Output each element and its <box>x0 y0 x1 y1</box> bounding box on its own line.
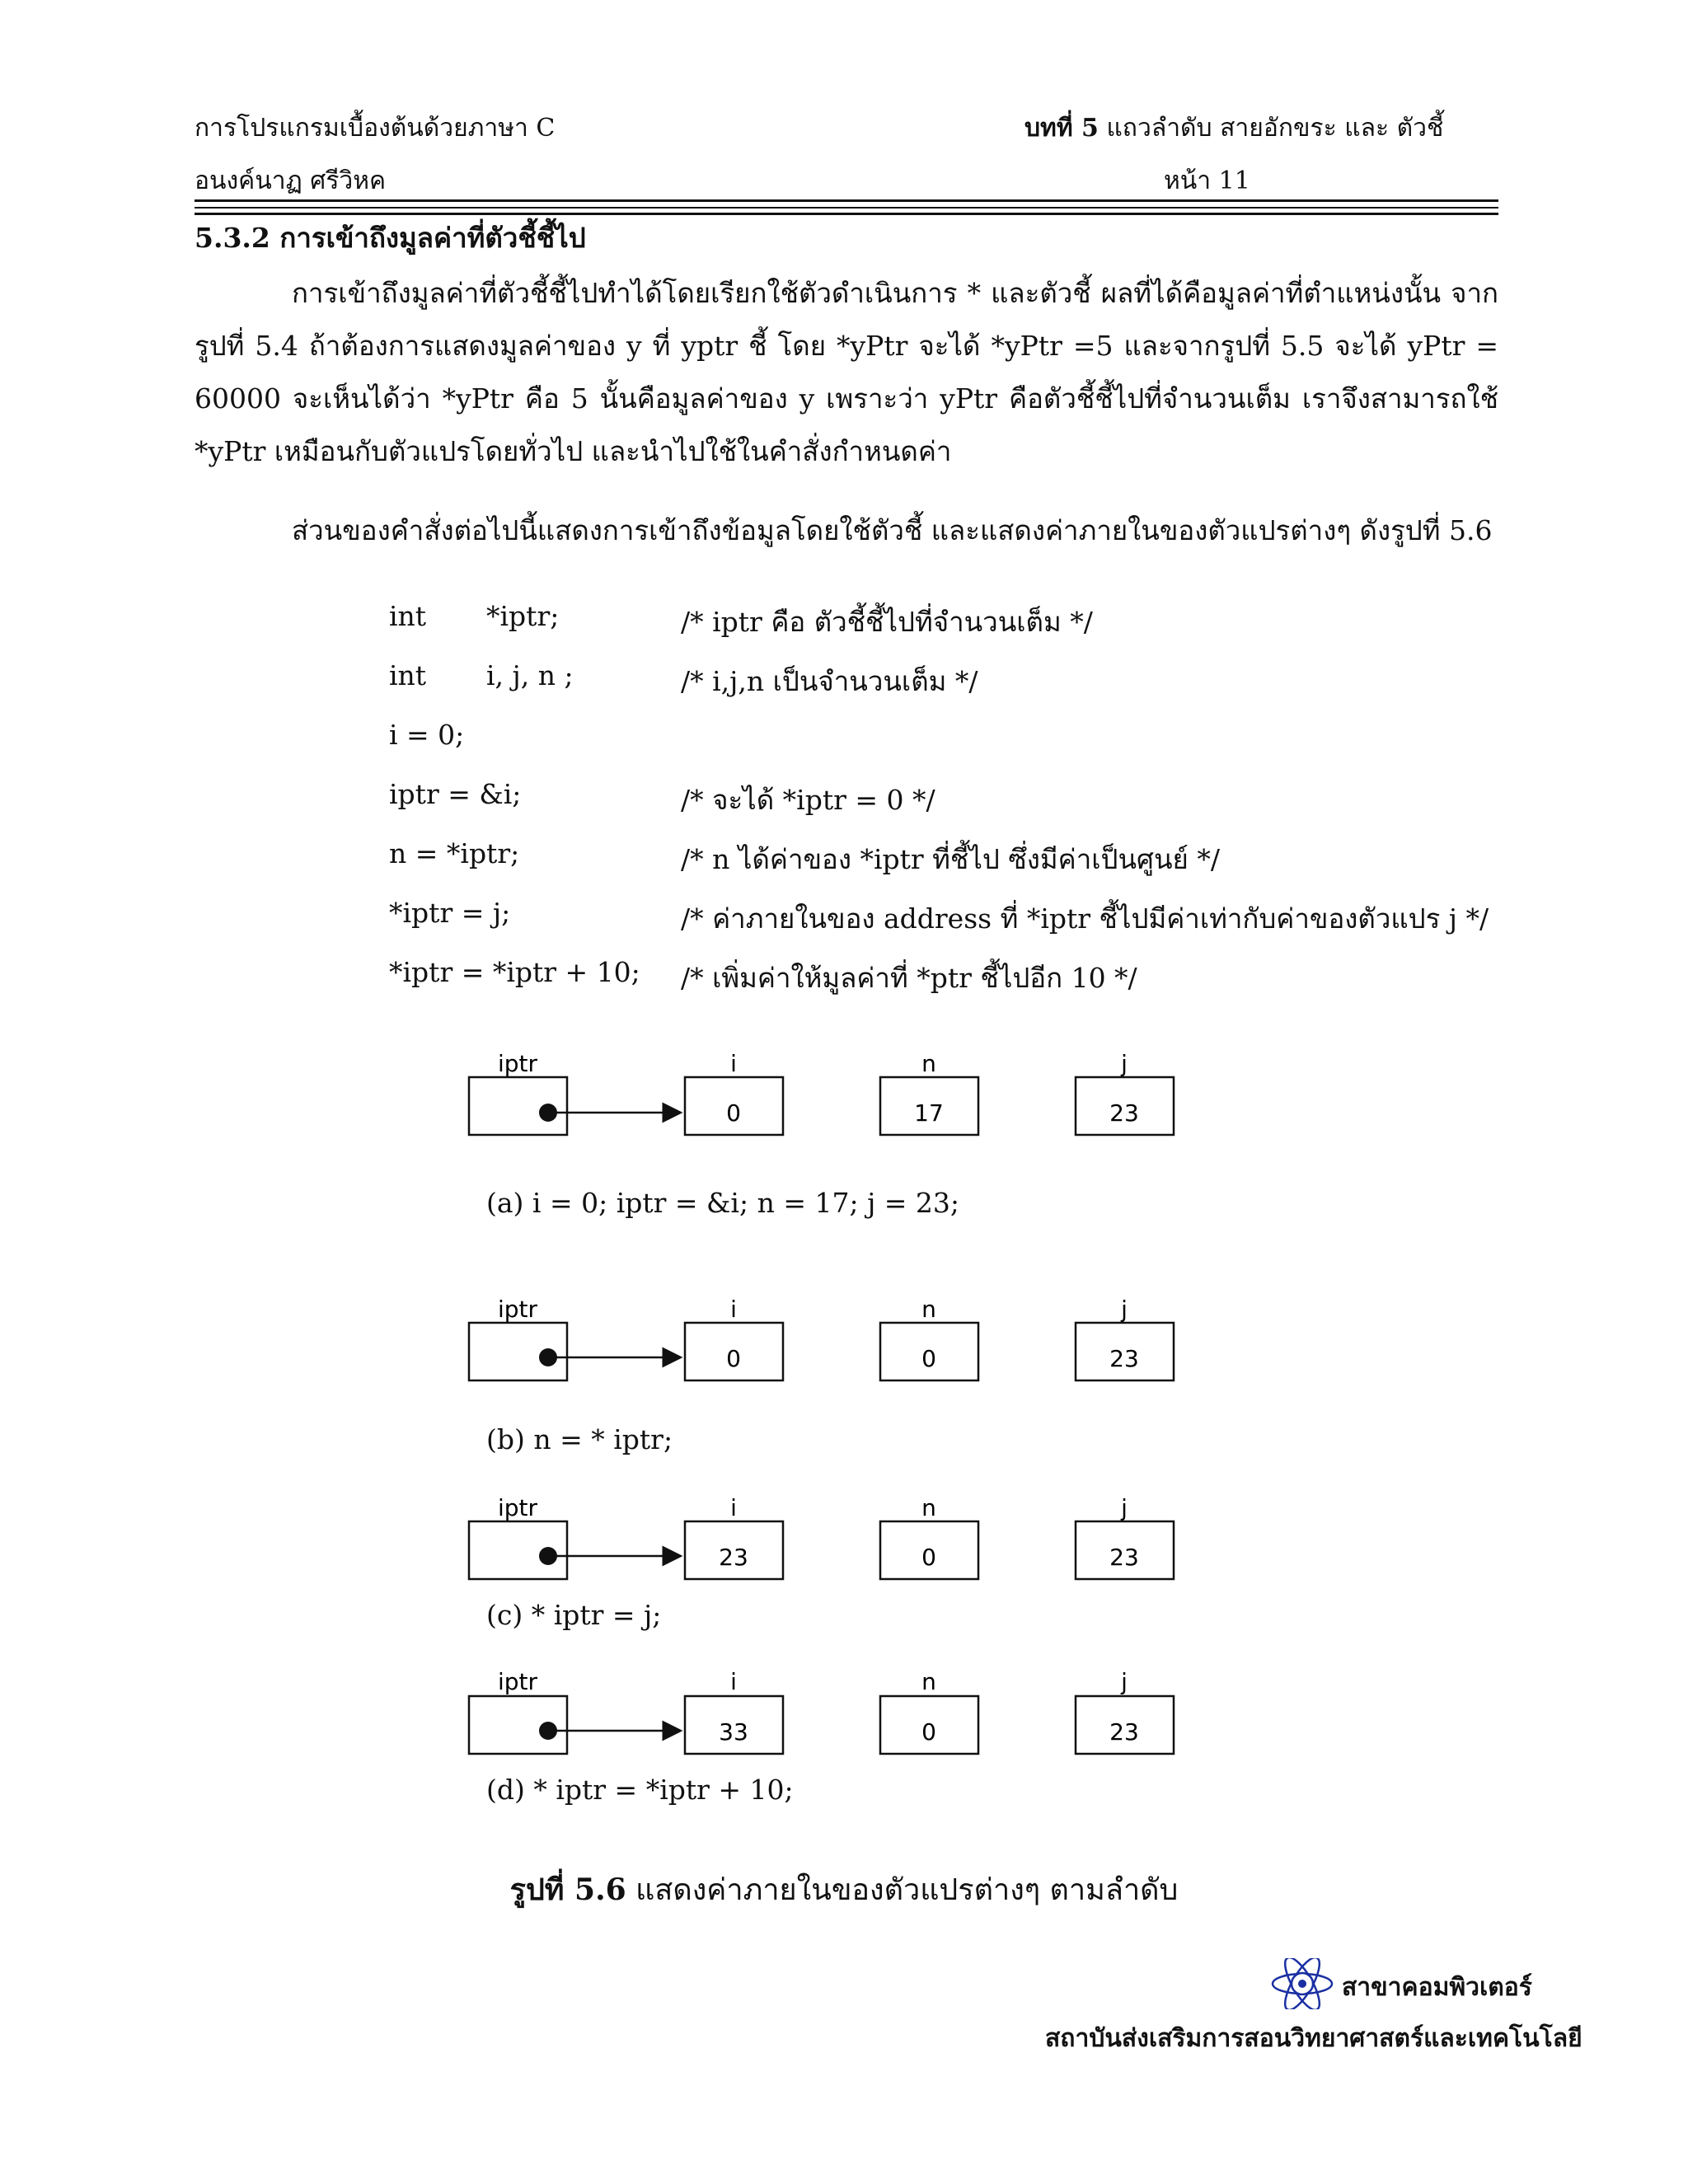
value-j: 23 <box>1109 1718 1139 1746</box>
value-j: 23 <box>1109 1345 1139 1372</box>
code-comment: /* เพิ่มค่าให้มูลค่าที่ *ptr ชี้ไปอีก 10 */ <box>681 962 1137 994</box>
section-heading: 5.3.2 การเข้าถึงมูลค่าที่ตัวชี้ชี้ไป <box>195 222 586 254</box>
footer-institute: สถาบันส่งเสริมการสอนวิทยาศาสตร์และเทคโนโลยี <box>1045 2024 1582 2053</box>
code-comment: /* จะได้ *iptr = 0 */ <box>681 784 935 816</box>
diagram-c <box>469 1494 1174 1579</box>
code-comment: /* i,j,n เป็นจำนวนเต็ม */ <box>681 665 978 697</box>
var-label-i: i <box>730 1494 737 1521</box>
code-stmt: i = 0; <box>389 719 465 751</box>
value-i: 0 <box>726 1099 741 1127</box>
var-label-j: j <box>1121 1668 1128 1695</box>
figure-caption-text: แสดงค่าภายในของตัวแปรต่างๆ ตามลำดับ <box>635 1873 1179 1907</box>
value-i: 0 <box>726 1345 741 1372</box>
footer-department: สาขาคอมพิวเตอร์ <box>1342 1973 1532 2002</box>
institute-logo-icon <box>1269 1958 1335 2009</box>
code-stmt: iptr = &i; <box>389 778 522 810</box>
var-label-n: n <box>921 1296 936 1323</box>
code-stmt: n = *iptr; <box>389 837 520 869</box>
var-label-j: j <box>1121 1296 1128 1323</box>
code-stmt: *iptr = j; <box>389 897 511 929</box>
var-label-j: j <box>1121 1494 1128 1521</box>
chapter-title: แถวลำดับ สายอักขระ และ ตัวชี้ <box>1106 114 1444 143</box>
diagram-a <box>469 1050 1174 1135</box>
var-label-n: n <box>921 1668 936 1695</box>
value-i: 33 <box>719 1718 748 1746</box>
diagram-caption-c: (c) * iptr = j; <box>486 1599 662 1631</box>
diagram-caption-a: (a) i = 0; iptr = &i; n = 17; j = 23; <box>486 1187 960 1219</box>
value-n: 0 <box>921 1345 936 1372</box>
value-i: 23 <box>719 1544 748 1571</box>
value-n: 17 <box>914 1099 944 1127</box>
page-number: หน้า 11 <box>1164 166 1250 195</box>
diagram-caption-d: (d) * iptr = *iptr + 10; <box>486 1774 794 1806</box>
code-comment: /* ค่าภายในของ address ที่ *iptr ชี้ไปมีค่าเท่ากับค่าของตัวแปร j */ <box>681 902 1489 935</box>
code-decl: *iptr; <box>486 600 560 632</box>
var-label-iptr: iptr <box>497 1494 538 1521</box>
var-label-j: j <box>1121 1050 1128 1077</box>
var-label-iptr: iptr <box>497 1296 538 1323</box>
figure-caption <box>0 1866 1688 1913</box>
var-label-n: n <box>921 1050 936 1077</box>
diagram-b <box>469 1296 1174 1380</box>
code-stmt: *iptr = *iptr + 10; <box>389 956 640 988</box>
var-label-i: i <box>730 1050 737 1077</box>
var-label-iptr: iptr <box>497 1050 538 1077</box>
paragraph-1: การเข้าถึงมูลค่าที่ตัวชี้ชี้ไปทำได้โดยเรียกใช้ตัวดำเนินการ * และตัวชี้ ผลที่ได้คือมูลค่าที่ตำแหน่งนั้น จากรูปที่ 5.4 ถ้าต้องการแสดงมูลค่าของ y ที่ yptr ชี้ โดย *yPtr จะได้ *yPtr =5 และจากรูปที่ 5.5 จะได้ yPtr = 60000 จะเห็นได้ว่า *yPtr คือ 5 นั้นคือมูลค่าของ y เพราะว่า yPtr คือตัวชี้ชี้ไปที่จำนวนเต็ม เราจึงสามารถใช้ *yPtr เหมือนกับตัวแปรโดยทั่วไป และนำไปใช้ในคำสั่งกำหนดค่า <box>195 277 1498 467</box>
value-n: 0 <box>921 1544 936 1571</box>
code-decl: i, j, n ; <box>486 659 574 691</box>
diagram-d <box>469 1668 1174 1754</box>
value-j: 23 <box>1109 1544 1139 1571</box>
chapter-label: บทที่ 5 <box>1025 114 1099 143</box>
var-label-n: n <box>921 1494 936 1521</box>
code-type: int <box>389 600 427 632</box>
code-type: int <box>389 659 427 691</box>
diagram-caption-b: (b) n = * iptr; <box>486 1423 673 1455</box>
var-label-i: i <box>730 1296 737 1323</box>
value-n: 0 <box>921 1718 936 1746</box>
code-comment: /* iptr คือ ตัวชี้ชี้ไปที่จำนวนเต็ม */ <box>681 606 1093 638</box>
author-name: อนงค์นาฏ ศรีวิหค <box>195 166 387 195</box>
paragraph-2: ส่วนของคำสั่งต่อไปนี้แสดงการเข้าถึงข้อมูลโดยใช้ตัวชี้ และแสดงค่าภายในของตัวแปรต่างๆ ดังรูปที่ 5.6 <box>292 514 1493 546</box>
book-title: การโปรแกรมเบื้องต้นด้วยภาษา C <box>195 114 556 143</box>
var-label-iptr: iptr <box>497 1668 538 1695</box>
var-label-i: i <box>730 1668 737 1695</box>
figure-label: รูปที่ 5.6 <box>509 1872 626 1907</box>
code-comment: /* n ได้ค่าของ *iptr ที่ชี้ไป ซึ่งมีค่าเป็นศูนย์ */ <box>681 843 1220 875</box>
value-j: 23 <box>1109 1099 1139 1127</box>
